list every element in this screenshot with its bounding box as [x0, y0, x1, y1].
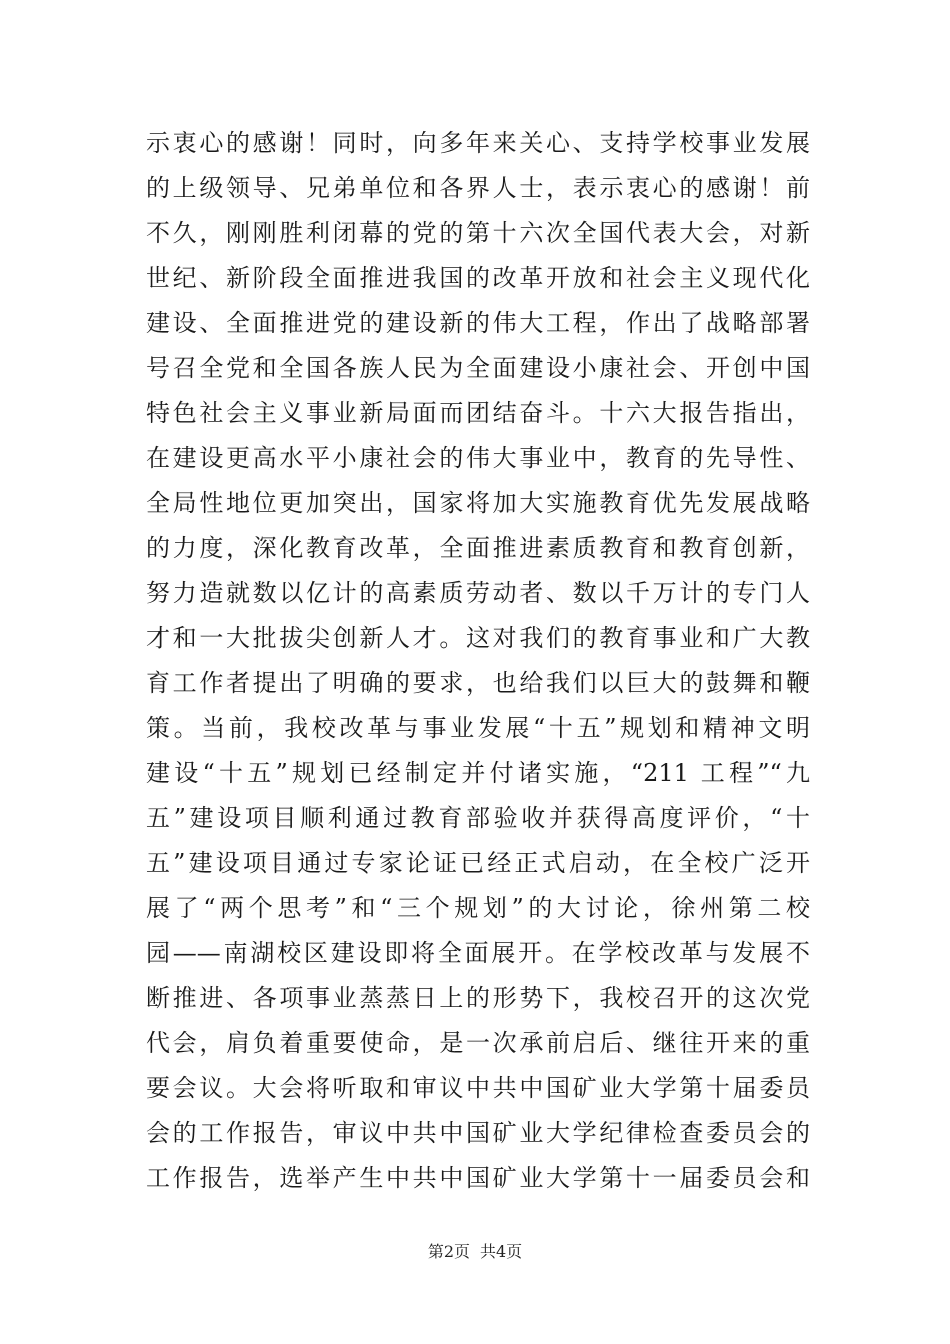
text-line: 代会，肩负着重要使命，是一次承前启后、继往开来的重	[146, 1029, 810, 1057]
text-line: 的上级领导、兄弟单位和各界人士，表示衷心的感谢！前	[146, 174, 810, 202]
text-line: 才和一大批拔尖创新人才。这对我们的教育事业和广大教	[146, 624, 810, 652]
text-line: 全局性地位更加突出，国家将加大实施教育优先发展战略	[146, 489, 810, 517]
text-line: 要会议。大会将听取和审议中共中国矿业大学第十届委员	[146, 1074, 810, 1102]
text-line: 建设“十五”规划已经制定并付诸实施，“211 工程”“九	[146, 759, 810, 787]
text-line: 工作报告，选举产生中共中国矿业大学第十一届委员会和	[146, 1164, 810, 1192]
text-line: 特色社会主义事业新局面而团结奋斗。十六大报告指出，	[146, 399, 810, 427]
text-line: 世纪、新阶段全面推进我国的改革开放和社会主义现代化	[146, 264, 810, 292]
text-line: 会的工作报告，审议中共中国矿业大学纪律检查委员会的	[146, 1119, 810, 1147]
text-line: 五”建设项目通过专家论证已经正式启动，在全校广泛开	[146, 849, 810, 877]
text-line: 的力度，深化教育改革，全面推进素质教育和教育创新，	[146, 534, 810, 562]
text-line: 号召全党和全国各族人民为全面建设小康社会、开创中国	[146, 354, 810, 382]
page-number: 第2页	[427, 1242, 470, 1261]
text-line: 努力造就数以亿计的高素质劳动者、数以千万计的专门人	[146, 579, 810, 607]
body-text	[146, 121, 810, 1201]
text-line: 育工作者提出了明确的要求，也给我们以巨大的鼓舞和鞭	[146, 669, 810, 697]
text-line: 五”建设项目顺利通过教育部验收并获得高度评价，“十	[146, 804, 810, 832]
text-line: 建设、全面推进党的建设新的伟大工程，作出了战略部署	[146, 309, 810, 337]
text-line: 策。当前，我校改革与事业发展“十五”规划和精神文明	[146, 714, 810, 742]
text-line: 园——南湖校区建设即将全面展开。在学校改革与发展不	[146, 939, 810, 967]
page-footer	[0, 1240, 950, 1264]
text-line: 展了“两个思考”和“三个规划”的大讨论，徐州第二校	[146, 894, 810, 922]
page-total: 共4页	[480, 1242, 523, 1261]
text-line: 不久，刚刚胜利闭幕的党的第十六次全国代表大会，对新	[146, 219, 810, 247]
text-line: 示衷心的感谢！同时，向多年来关心、支持学校事业发展	[146, 129, 810, 157]
text-line: 在建设更高水平小康社会的伟大事业中，教育的先导性、	[146, 444, 810, 472]
text-line: 断推进、各项事业蒸蒸日上的形势下，我校召开的这次党	[146, 984, 810, 1012]
